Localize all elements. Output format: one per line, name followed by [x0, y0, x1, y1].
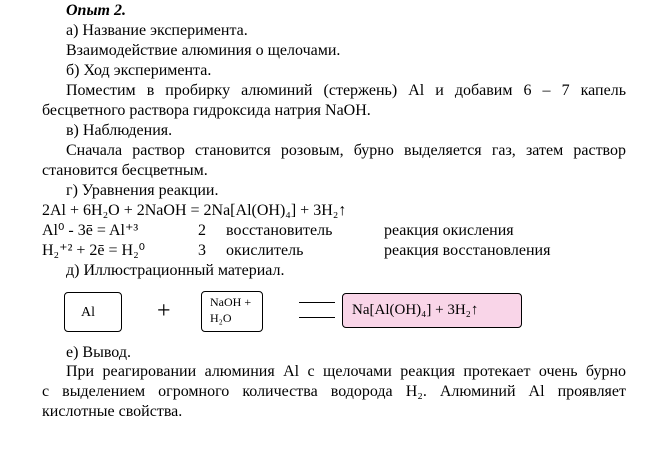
half-reaction-2-type: реакция восстановления [384, 242, 551, 259]
half-reaction-1-equation: Al⁰ - 3ē = Al⁺³ [42, 222, 139, 239]
section-b-line1: Поместим в пробирку алюминий (стержень) Al и добавим 6 – 7 капель [66, 82, 626, 99]
reactant-naoh-box [201, 291, 263, 332]
conclusion-line3: кислотные свойства. [42, 403, 183, 420]
section-c-line2: становится бесцветным. [42, 162, 208, 179]
section-a-text: Взаимодействие алюминия о щелочами. [66, 42, 341, 59]
conclusion-line2: с выделением огромного количества водорода H₂. Алюминий Al проявляет [42, 383, 626, 400]
half-reaction-1-role: восстановитель [226, 222, 333, 239]
half-reaction-1-type: реакция окисления [384, 222, 514, 239]
reactant-al-box [64, 292, 122, 332]
half-reaction-1-coefficient: 2 [198, 222, 206, 239]
conclusion-line1: При реагировании алюминия Al с щелочами реакция протекает очень бурно [66, 363, 626, 380]
reactant-naoh-line2: H₂O [210, 311, 232, 325]
section-b-line2: бесцветного раствора гидроксида натрия NaOH. [42, 102, 371, 119]
section-c-label: в) Наблюдения. [66, 122, 173, 139]
reactant-al-label: Al [81, 305, 95, 320]
product-label: Na[Al(OH)₄] + 3H₂↑ [352, 302, 479, 318]
half-reaction-2-equation: H₂⁺² + 2ē = H₂⁰ [42, 242, 146, 259]
section-c-line1: Сначала раствор становится розовым, бурно выделяется газ, затем раствор [66, 142, 626, 159]
page-heading: Опыт 2. [66, 2, 126, 19]
reactant-naoh-line1: NaOH + [210, 295, 252, 309]
section-d-label: г) Уравнения реакции. [66, 182, 219, 199]
section-f-label: е) Вывод. [66, 344, 131, 361]
section-e-label: д) Иллюстрационный материал. [66, 262, 285, 279]
equals-line-bottom [299, 317, 335, 318]
half-reaction-2-coefficient: 3 [198, 242, 206, 259]
product-box [342, 293, 522, 328]
reaction-equation: 2Al + 6H₂O + 2NaOH = 2Na[Al(OH)₄] + 3H₂↑ [42, 202, 347, 219]
plus-sign: + [157, 298, 171, 324]
half-reaction-2-role: окислитель [226, 242, 304, 259]
section-a-label: а) Название эксперимента. [66, 22, 248, 39]
equals-line-top [299, 302, 335, 303]
section-b-label: б) Ход эксперимента. [66, 62, 212, 79]
